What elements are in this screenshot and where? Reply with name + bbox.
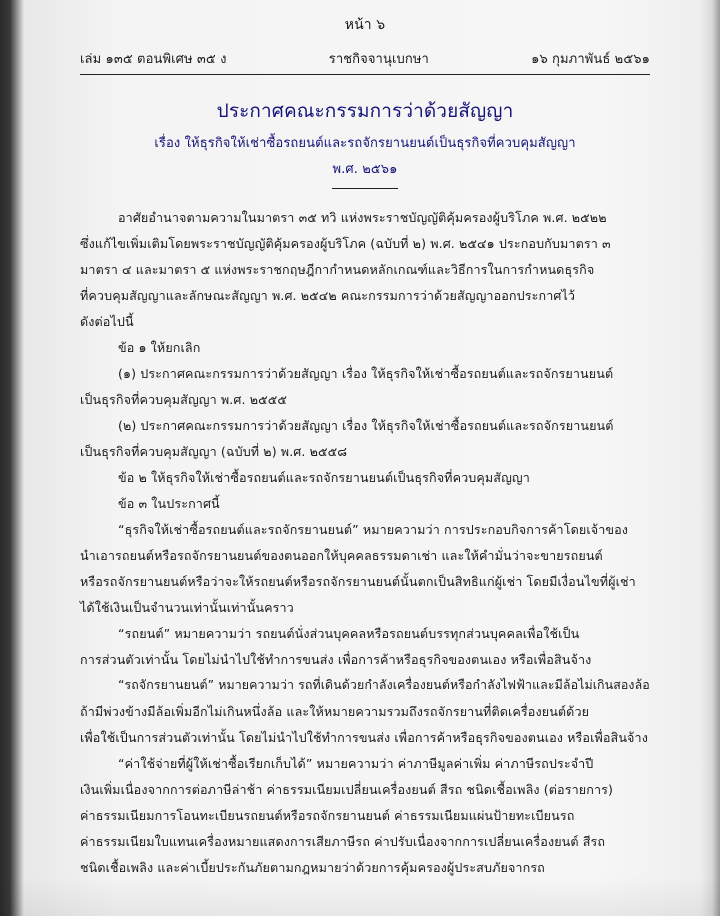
gazette-header: [80, 48, 650, 69]
gazette-page: [80, 14, 650, 894]
gazette-name: ราชกิจจานุเบกษา: [328, 52, 429, 67]
body-line: (๒) ประกาศคณะกรรมการว่าด้วยสัญญา เรื่อง ให้ธุรกิจให้เช่าซื้อรถยนต์และรถจักรยานยนต์: [118, 418, 614, 433]
clause-line: ข้อ ๑ ให้ยกเลิก: [118, 340, 201, 355]
body-line: นำเอารถยนต์หรือรถจักรยานยนต์ของตนออกให้บุคคลธรรมดาเช่า และให้คำมั่นว่าจะขายรถยนต์: [80, 548, 603, 563]
definition-line: “ค่าใช้จ่ายที่ผู้ให้เช่าซื้อเรียกเก็บได้” หมายความว่า ค่าภาษีมูลค่าเพิ่ม ค่าภาษีรถประจำปี: [118, 756, 594, 771]
body-line: ซึ่งแก้ไขเพิ่มเติมโดยพระราชบัญญัติคุ้มครองผู้บริโภค (ฉบับที่ ๒) พ.ศ. ๒๕๔๑ ประกอบกับมาตรา ๓: [80, 236, 611, 251]
body-line: ค่าธรรมเนียมการโอนทะเบียนรถยนต์หรือรถจักรยานยนต์ ค่าธรรมเนียมแผ่นป้ายทะเบียนรถ: [80, 808, 575, 823]
body-line: ค่าธรรมเนียมใบแทนเครื่องหมายแสดงการเสียภาษีรถ ค่าปรับเนื่องจากการเปลี่ยนเครื่องยนต์ สีรถ: [80, 834, 606, 849]
body-line: หรือรถจักรยานยนต์หรือว่าจะให้รถยนต์หรือรถจักรยานยนต์นั้นตกเป็นสิทธิแก่ผู้เช่า โดยมีเงื่อนไขที่ผู้เช่า: [80, 574, 636, 589]
body-line: ได้ใช้เงินเป็นจำนวนเท่านั้นเท่านั้นคราว: [80, 600, 294, 615]
body-line: เงินเพิ่มเนื่องจากการต่อภาษีล่าช้า ค่าธรรมเนียมเปลี่ยนเครื่องยนต์ สีรถ ชนิดเชื้อเพลิง (ต่อรายการ): [80, 782, 613, 797]
definition-line: “รถยนต์” หมายความว่า รถยนต์นั่งส่วนบุคคลหรือรถยนต์บรรทุกส่วนบุคคลเพื่อใช้เป็น: [118, 626, 580, 641]
body-line: ชนิดเชื้อเพลิง และค่าเบี้ยประกันภัยตามกฎหมายว่าด้วยการคุ้มครองผู้ประสบภัยจากรถ: [80, 860, 545, 875]
volume-issue: เล่ม ๑๓๕ ตอนพิเศษ ๓๕ ง: [80, 52, 227, 67]
announcement-title: ประกาศคณะกรรมการว่าด้วยสัญญา: [216, 100, 514, 122]
body-line: มาตรา ๔ และมาตรา ๕ แห่งพระราชกฤษฎีกากำหนดหลักเกณฑ์และวิธีการในการกำหนดธุรกิจ: [80, 262, 595, 277]
title-divider: [332, 188, 398, 189]
definition-line: “ธุรกิจให้เช่าซื้อรถยนต์และรถจักรยานยนต์” หมายความว่า การประกอบกิจการค้าโดยเจ้าของ: [118, 522, 629, 537]
definition-line: “รถจักรยานยนต์” หมายความว่า รถที่เดินด้วยกำลังเครื่องยนต์หรือกำลังไฟฟ้าและมีล้อไม่เกินสองล้อ: [118, 677, 650, 692]
body-line: ดังต่อไปนี้: [80, 314, 134, 329]
body-line: เพื่อใช้เป็นการส่วนตัวเท่านั้น โดยไม่นำไปใช้ทำการขนส่ง เพื่อการค้าหรือธุรกิจของตนเอง หรือเพื่อสินจ้าง: [80, 730, 648, 745]
body-line: การส่วนตัวเท่านั้น โดยไม่นำไปใช้ทำการขนส่ง เพื่อการค้าหรือธุรกิจของตนเอง หรือเพื่อสินจ้าง: [80, 652, 592, 667]
page-number: หน้า ๖: [344, 17, 386, 33]
announcement-subject: เรื่อง ให้ธุรกิจให้เช่าซื้อรถยนต์และรถจักรยานยนต์เป็นธุรกิจที่ควบคุมสัญญา: [154, 136, 576, 151]
body-line: ถ้ามีพ่วงข้างมีล้อเพิ่มอีกไม่เกินหนึ่งล้อ และให้หมายความรวมถึงรถจักรยานที่ติดเครื่องยนต์ด้วย: [80, 704, 590, 719]
publication-date: ๑๖ กุมภาพันธ์ ๒๕๖๑: [531, 52, 650, 67]
clause-line: ข้อ ๒ ให้ธุรกิจให้เช่าซื้อรถยนต์และรถจักรยานยนต์เป็นธุรกิจที่ควบคุมสัญญา: [118, 470, 530, 485]
announcement-year: พ.ศ. ๒๕๖๑: [332, 162, 398, 177]
body-line: เป็นธุรกิจที่ควบคุมสัญญา พ.ศ. ๒๕๕๕: [80, 392, 288, 407]
body-line: (๑) ประกาศคณะกรรมการว่าด้วยสัญญา เรื่อง ให้ธุรกิจให้เช่าซื้อรถยนต์และรถจักรยานยนต์: [118, 366, 614, 381]
header-divider: [80, 74, 650, 75]
clause-line: ข้อ ๓ ในประกาศนี้: [118, 496, 220, 511]
body-line: อาศัยอำนาจตามความในมาตรา ๓๕ ทวิ แห่งพระราชบัญญัติคุ้มครองผู้บริโภค พ.ศ. ๒๕๒๒: [118, 210, 607, 225]
body-line: เป็นธุรกิจที่ควบคุมสัญญา (ฉบับที่ ๒) พ.ศ. ๒๕๕๘: [80, 444, 348, 459]
body-line: ที่ควบคุมสัญญาและลักษณะสัญญา พ.ศ. ๒๕๔๒ คณะกรรมการว่าด้วยสัญญาออกประกาศไว้: [80, 288, 576, 303]
